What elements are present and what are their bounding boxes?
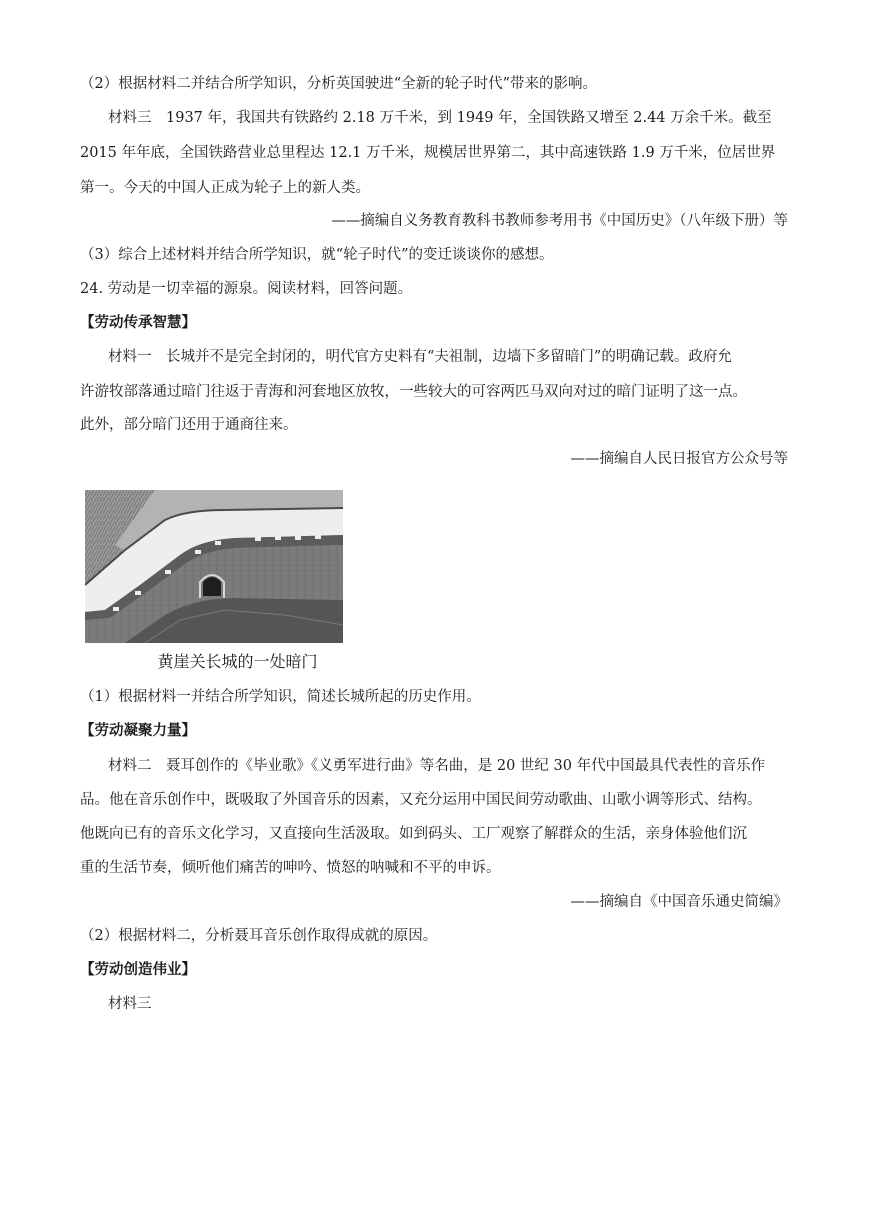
material-2-paragraph-line-1: 材料二 聂耳创作的《毕业歌》《义勇军进行曲》等名曲，是 20 世纪 30 年代中国最具代表性的音乐作 — [108, 758, 766, 774]
section-heading-strength: 【劳动凝聚力量】 — [80, 722, 196, 739]
section-heading-wisdom: 【劳动传承智慧】 — [80, 314, 196, 331]
material-1-paragraph-line-2: 许游牧部落通过暗门往返于青海和河套地区放牧，一些较大的可容两匹马双向对过的暗门证明了这一点。 — [80, 384, 747, 400]
question-2-prompt-nieer: （2）根据材料二，分析聂耳音乐创作取得成就的原因。 — [80, 928, 438, 944]
material-2-paragraph-line-2: 品。他在音乐创作中，既吸取了外国音乐的因素，又充分运用中国民间劳动歌曲、山歌小调等形式、结构。 — [80, 792, 762, 808]
question-2-prompt-wheels: （2）根据材料二并结合所学知识，分析英国驶进“全新的轮子时代”带来的影响。 — [80, 76, 598, 92]
material-1-paragraph-line-3: 此外，部分暗门还用于通商往来。 — [80, 417, 298, 433]
material-1-source: ——摘编自人民日报官方公众号等 — [570, 451, 788, 467]
great-wall-hidden-gate-photo — [85, 490, 343, 643]
material-3-label: 材料三 — [108, 996, 152, 1012]
material-3-source: ——摘编自义务教育教科书教师参考用书《中国历史》（八年级下册）等 — [331, 213, 788, 229]
question-24-heading: 24. 劳动是一切幸福的源泉。阅读材料，回答问题。 — [80, 281, 413, 297]
question-1-prompt: （1）根据材料一并结合所学知识，简述长城所起的历史作用。 — [80, 689, 481, 705]
great-wall-photo-drawing — [85, 490, 343, 643]
material-3-paragraph-line-3: 第一。今天的中国人正成为轮子上的新人类。 — [80, 180, 370, 196]
material-1-paragraph-line-1: 材料一 长城并不是完全封闭的，明代官方史料有“夫祖制，边墙下多留暗门”的明确记载。政府允 — [108, 349, 732, 365]
material-3-paragraph-line-2: 2015 年年底，全国铁路营业总里程达 12.1 万千米，规模居世界第二，其中高速铁路 1.9 万千米，位居世界 — [80, 145, 776, 161]
material-2-paragraph-line-3: 他既向已有的音乐文化学习，又直接向生活汲取。如到码头、工厂观察了解群众的生活，亲身体验他们沉 — [80, 826, 747, 842]
section-heading-achievement: 【劳动创造伟业】 — [80, 961, 196, 978]
material-3-paragraph-line-1: 材料三 1937 年，我国共有铁路约 2.18 万千米，到 1949 年，全国铁路又增至 2.44 万余千米。截至 — [108, 110, 772, 126]
question-3-prompt: （3）综合上述材料并结合所学知识，就“轮子时代”的变迁谈谈你的感想。 — [80, 247, 554, 263]
material-2-source: ——摘编自《中国音乐通史简编》 — [570, 894, 788, 910]
photo-caption: 黄崖关长城的一处暗门 — [157, 652, 318, 671]
material-2-paragraph-line-4: 重的生活节奏，倾听他们痛苦的呻吟、愤怒的呐喊和不平的申诉。 — [80, 860, 501, 876]
